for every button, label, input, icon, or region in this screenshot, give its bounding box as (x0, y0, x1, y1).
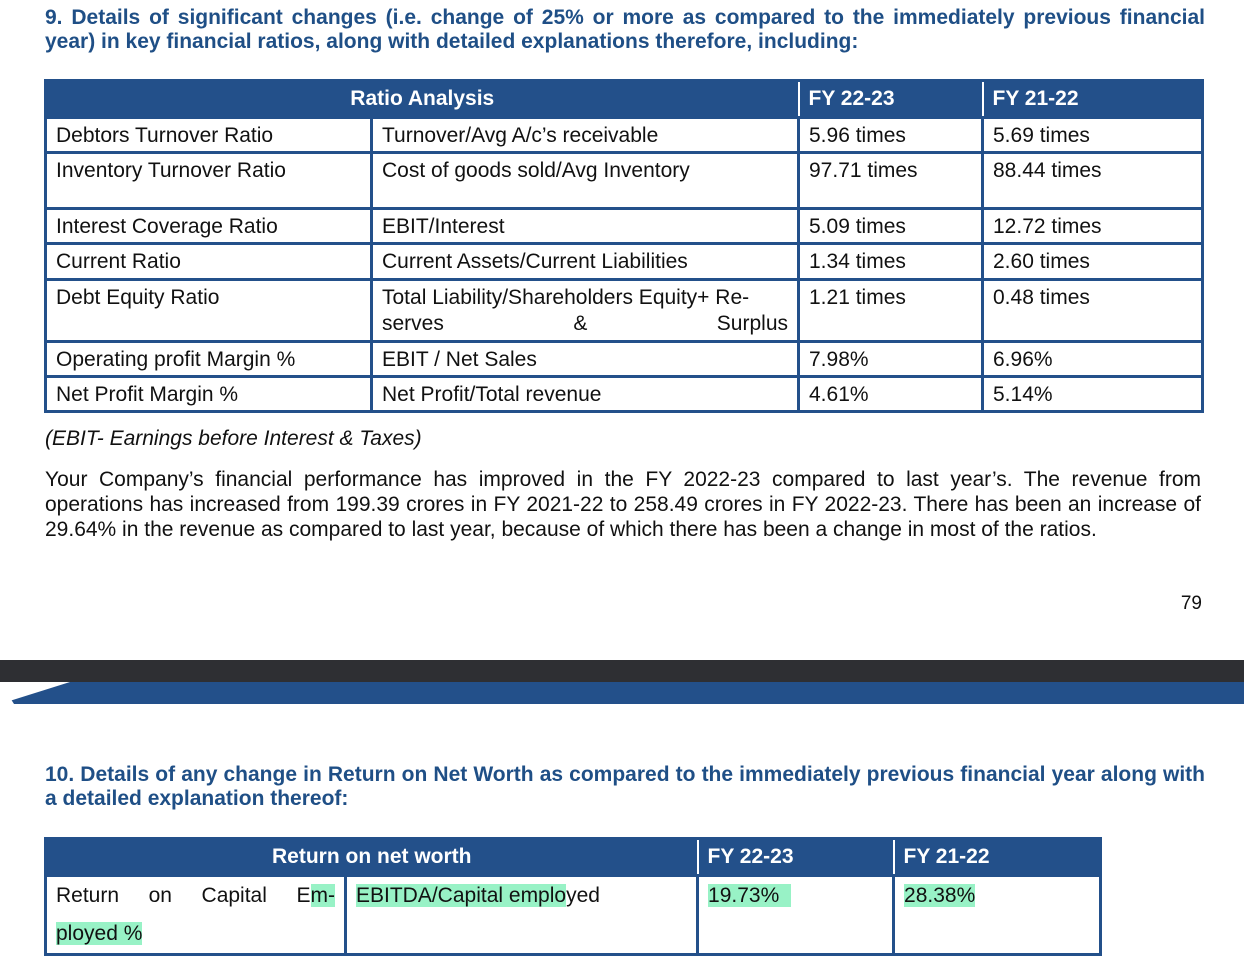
roce-formula-rest: yed (566, 884, 600, 907)
ebit-note: (EBIT- Earnings before Interest & Taxes) (45, 427, 422, 450)
ratio-analysis-table (44, 79, 1204, 413)
ratio-name: Debt Equity Ratio (46, 280, 372, 342)
page-number: 79 (1180, 593, 1202, 614)
ratio-fy2122: 5.69 times (983, 118, 1203, 153)
table-row (46, 153, 1203, 209)
ratio-formula: Turnover/Avg A/c’s receivable (372, 118, 799, 153)
roce-formula-cell (346, 876, 698, 955)
roce-name-highlight: ployed % (56, 922, 143, 945)
table-row (46, 209, 1203, 244)
ratio-name: Debtors Turnover Ratio (46, 118, 372, 153)
ratio-name: Operating profit Margin % (46, 342, 372, 377)
table-row (46, 342, 1203, 377)
ratio-fy2223: 7.98% (799, 342, 983, 377)
roce-name-part1: Return on Capital E (56, 884, 311, 907)
table-row (46, 876, 1101, 955)
ratio-fy2122: 5.14% (983, 377, 1203, 412)
fy2122-header: FY 21-22 (983, 81, 1203, 118)
roce-fy2122: 28.38% (904, 884, 976, 907)
ratio-name: Current Ratio (46, 244, 372, 280)
roce-formula-highlight: EBITDA/Capital emplo (356, 884, 567, 907)
ratio-fy2223: 97.71 times (799, 153, 983, 209)
ratio-fy2122: 0.48 times (983, 280, 1203, 342)
ratio-formula: Cost of goods sold/Avg Inventory (372, 153, 799, 209)
page-footer-dark-band (0, 660, 1244, 682)
roce-fy2223-cell (698, 876, 894, 955)
ratio-fy2223: 5.96 times (799, 118, 983, 153)
ratio-fy2122: 88.44 times (983, 153, 1203, 209)
section-10-heading: 10. Details of any change in Return on Net Worth as compared to the immediately previous financial year along with a detailed explanation thereof: (45, 763, 1205, 810)
roce-fy2122-cell (894, 876, 1101, 955)
ratio-name: Interest Coverage Ratio (46, 209, 372, 244)
ratio-fy2122: 12.72 times (983, 209, 1203, 244)
ratio-fy2122: 2.60 times (983, 244, 1203, 280)
table-row (46, 280, 1203, 342)
roce-name-cell (46, 876, 346, 955)
ratio-formula: EBIT/Interest (372, 209, 799, 244)
section-9-heading: 9. Details of significant changes (i.e. change of 25% or more as compared to the immediately previous financial year) in key financial ratios, along with detailed explanations therefore, including: (45, 6, 1205, 53)
table-row (46, 244, 1203, 280)
table-row (46, 377, 1203, 412)
ratio-fy2223: 1.34 times (799, 244, 983, 280)
fy2223-header: FY 22-23 (799, 81, 983, 118)
ratio-formula: Current Assets/Current Liabilities (372, 244, 799, 280)
ratio-formula: Total Liability/Shareholders Equity+ Re-serves & Surplus (372, 280, 799, 342)
return-on-net-worth-table (44, 837, 1102, 956)
ratio-fy2122: 6.96% (983, 342, 1203, 377)
roce-name-highlight: m- (310, 884, 335, 907)
ratio-fy2223: 5.09 times (799, 209, 983, 244)
ratio-formula: Net Profit/Total revenue (372, 377, 799, 412)
performance-paragraph: Your Company’s financial performance has improved in the FY 2022-23 compared to last year’s. The revenue from operations has increased from 199.39 crores in FY 2021-22 to 258.49 crores in FY 2022-23. There has been an increase of 29.64% in the revenue as compared to last year, because of which there has been a change in most of the ratios. (45, 468, 1201, 541)
roce-fy2223: 19.73% (708, 884, 791, 907)
table-row (46, 118, 1203, 153)
ratio-fy2223: 1.21 times (799, 280, 983, 342)
ratio-formula: EBIT / Net Sales (372, 342, 799, 377)
fy2122-header: FY 21-22 (894, 839, 1101, 876)
ratio-name: Net Profit Margin % (46, 377, 372, 412)
ratio-name: Inventory Turnover Ratio (46, 153, 372, 209)
ratio-fy2223: 4.61% (799, 377, 983, 412)
page-footer-blue-band (0, 682, 1244, 704)
return-on-net-worth-header: Return on net worth (46, 839, 698, 876)
fy2223-header: FY 22-23 (698, 839, 894, 876)
footer-notch-decoration (0, 682, 14, 704)
ratio-analysis-header: Ratio Analysis (46, 81, 799, 118)
